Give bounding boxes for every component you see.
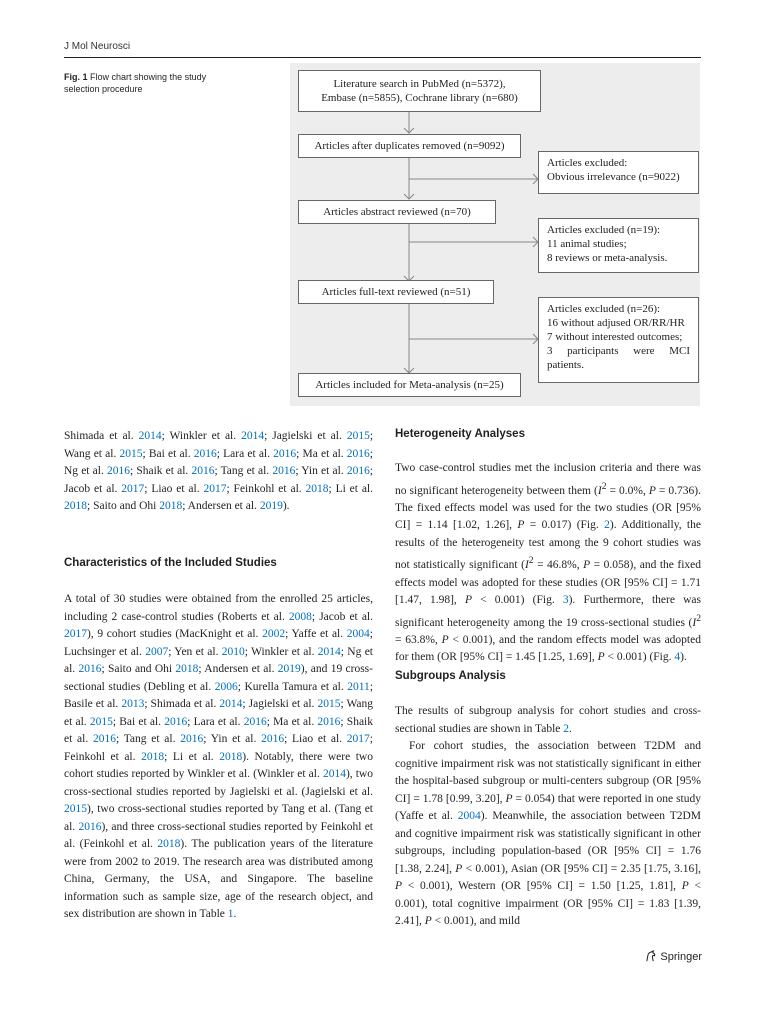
text-run: ; Luchsinger et al. bbox=[64, 628, 373, 658]
text-run: ). Meanwhile, the association between T2DM and cognitive impairment risk was statistically significant in other subgroups, including population-based (OR [95% CI] = 1.76 [1.38, 2.24], bbox=[395, 810, 701, 875]
citation-link[interactable]: 2018 bbox=[159, 500, 183, 512]
right-heterogeneity-block bbox=[395, 460, 701, 667]
heterogeneity-paragraph bbox=[395, 460, 701, 667]
text-run: = 46.8%, bbox=[533, 559, 584, 572]
citation-link[interactable]: 2016 bbox=[106, 465, 130, 477]
citation-link[interactable]: 2016 bbox=[261, 733, 285, 745]
text-run: ; Liao et al. bbox=[284, 733, 347, 745]
text-run: ; Basile et al. bbox=[64, 680, 374, 710]
citation-link[interactable]: 2010 bbox=[221, 645, 245, 658]
text-run: < 0.001), and the random effects model was adopted for them (OR [95% CI] = 1.45 [1.25, 1.69], bbox=[395, 633, 701, 664]
text-run: ). Notably, there were two cohort studies reported by Winkler et al. (Winkler et al. bbox=[64, 750, 373, 780]
flow-box-search-line1: Literature search in PubMed (n=5372), bbox=[333, 78, 506, 90]
text-run: ; Shaik et al. bbox=[64, 715, 373, 745]
journal-name: J Mol Neurosci bbox=[64, 41, 131, 52]
text-run: ; Lara et al. bbox=[216, 447, 274, 460]
flow-box-abstract-text: Articles abstract reviewed (n=70) bbox=[323, 206, 471, 218]
text-run: ). Furthermore, there was significant heterogeneity among the 19 cross-sectional studies ( bbox=[395, 594, 701, 629]
citation-link[interactable]: 2016 bbox=[317, 715, 341, 728]
flow-box-duplicates bbox=[298, 134, 521, 158]
citation-link[interactable]: 2004 bbox=[457, 810, 481, 822]
citation-link[interactable]: 2011 bbox=[347, 680, 370, 693]
text-run: ; Feinkohl et al. bbox=[64, 733, 373, 763]
flow-box-fulltext-text: Articles full-text reviewed (n=51) bbox=[321, 286, 471, 298]
text-run: . bbox=[233, 908, 237, 920]
text-run: A total of 30 studies were obtained from the enrolled 25 articles, including 2 case-control studies (Roberts et al. bbox=[64, 593, 373, 623]
citation-link[interactable]: 2008 bbox=[288, 610, 312, 623]
citation-link[interactable]: 2004 bbox=[346, 628, 370, 640]
text-run: ; Ma et al. bbox=[266, 715, 318, 728]
excluded-3-line4 bbox=[547, 344, 690, 358]
excluded-2-line2: 11 animal studies; bbox=[547, 238, 627, 250]
excluded-3-word1: 3 bbox=[547, 345, 553, 357]
flow-box-search-line2: Embase (n=5855), Cochrane library (n=680) bbox=[321, 92, 518, 104]
citation-link[interactable]: 2016 bbox=[272, 465, 296, 477]
figure-label: Fig. 1 bbox=[64, 72, 88, 82]
citation-link[interactable]: 2006 bbox=[214, 680, 238, 693]
excluded-3-word4: MCI bbox=[669, 345, 690, 357]
text-run: ; Yen et al. bbox=[168, 645, 222, 658]
italic-symbol: P bbox=[597, 651, 605, 664]
text-run: ; Yin et al. bbox=[203, 733, 262, 745]
excluded-1-line1: Articles excluded: bbox=[547, 157, 628, 169]
text-run: < 0.001), Western (OR [95% CI] = 1.50 [1.25, 1.81], bbox=[402, 880, 682, 892]
citation-link[interactable]: 2014 bbox=[322, 768, 346, 780]
section-heading-subgroups: Subgroups Analysis bbox=[395, 670, 506, 682]
text-run: ; Jacob et al. bbox=[64, 465, 374, 495]
excluded-3-line2: 16 without adjused OR/RR/HR bbox=[547, 317, 685, 329]
citation-link[interactable]: 2016 bbox=[78, 820, 102, 833]
text-run: ; Tang et al. bbox=[214, 465, 273, 477]
italic-symbol: P bbox=[505, 792, 513, 805]
citation-link[interactable]: 2016 bbox=[193, 447, 217, 460]
text-run: ; Bai et al. bbox=[112, 715, 165, 728]
text-run: ; Wang et al. bbox=[64, 698, 374, 728]
figure-caption-text: Flow chart showing the study selection procedure bbox=[64, 72, 207, 94]
citation-link[interactable]: 2019 bbox=[277, 663, 301, 675]
section-heading-characteristics: Characteristics of the Included Studies bbox=[64, 557, 277, 569]
flow-box-included-text: Articles included for Meta-analysis (n=25) bbox=[315, 379, 504, 391]
text-run: ; Wang et al. bbox=[64, 430, 374, 460]
citation-link[interactable]: 2018 bbox=[157, 838, 181, 850]
section-heading-heterogeneity: Heterogeneity Analyses bbox=[395, 428, 525, 440]
text-run: < 0.001) (Fig. bbox=[472, 594, 563, 607]
citation-link[interactable]: 2015 bbox=[89, 715, 113, 728]
citation-link[interactable]: 2018 bbox=[64, 500, 87, 512]
citation-link[interactable]: 2016 bbox=[346, 447, 370, 460]
excluded-3-word3: were bbox=[633, 345, 655, 357]
characteristics-paragraph bbox=[64, 591, 373, 924]
text-run: ; Jacob et al. bbox=[311, 610, 373, 623]
text-run: ; Ng et al. bbox=[64, 645, 373, 675]
citation-link[interactable]: 2013 bbox=[121, 698, 145, 710]
citation-link[interactable]: 2016 bbox=[346, 465, 370, 477]
citation-link[interactable]: 2007 bbox=[145, 645, 169, 658]
italic-symbol: I bbox=[692, 616, 697, 629]
flow-box-abstract bbox=[298, 200, 496, 224]
springer-horse-icon bbox=[644, 950, 657, 963]
citation-link[interactable]: 2018 bbox=[141, 750, 165, 763]
text-run: ; Li et al. bbox=[164, 750, 220, 763]
text-run: ; Saito and Ohi bbox=[87, 500, 160, 512]
citation-link[interactable]: 2015 bbox=[64, 803, 87, 815]
flow-box-excluded-2 bbox=[538, 218, 699, 273]
text-run: ). bbox=[282, 500, 290, 512]
right-subgroups-block bbox=[395, 703, 701, 931]
superscript: 2 bbox=[601, 480, 607, 492]
text-run: < 0.001) (Fig. bbox=[604, 651, 675, 664]
text-run: = 0.0%, bbox=[606, 484, 649, 497]
flow-box-duplicates-text: Articles after duplicates removed (n=9092) bbox=[314, 140, 505, 152]
citation-link[interactable]: 2002 bbox=[262, 628, 286, 640]
citation-link[interactable]: 2017 bbox=[346, 733, 370, 745]
flow-box-excluded-3 bbox=[538, 297, 699, 383]
figure-caption bbox=[64, 71, 224, 95]
text-run: ; Lara et al. bbox=[187, 715, 244, 728]
text-run: = 0.736). The fixed effects model was used for the two studies (OR [95% CI] = 1.14 [1.02, 1.26], bbox=[395, 484, 701, 532]
excluded-2-line1: Articles excluded (n=19): bbox=[547, 224, 661, 236]
citation-link[interactable]: 2018 bbox=[175, 663, 199, 675]
italic-symbol: P bbox=[424, 915, 432, 927]
text-run: ; Shaik et al. bbox=[129, 465, 192, 477]
excluded-2-line3: 8 reviews or meta-analysis. bbox=[547, 252, 668, 264]
text-run: ; Liao et al. bbox=[144, 482, 204, 495]
citation-link[interactable]: 2014 bbox=[317, 645, 341, 658]
left-section-block bbox=[64, 591, 373, 924]
left-intro-block bbox=[64, 428, 373, 516]
text-run: Two case-control studies met the inclusion criteria and there was no significant heterogeneity between them ( bbox=[395, 462, 701, 497]
text-run: ; Winkler et al. bbox=[244, 645, 318, 658]
subgroups-paragraph-1 bbox=[395, 703, 701, 738]
text-run: ; Jagielski et al. bbox=[264, 430, 347, 442]
citation-link[interactable]: 2015 bbox=[346, 430, 370, 442]
text-run: ; Saito and Ohi bbox=[101, 663, 176, 675]
italic-symbol: I bbox=[524, 559, 529, 572]
text-run: Shimada et al. bbox=[64, 430, 139, 442]
citation-link[interactable]: 2 bbox=[604, 519, 610, 532]
text-run: ). bbox=[680, 651, 687, 664]
citation-link[interactable]: 2016 bbox=[164, 715, 188, 728]
text-run: ; Tang et al. bbox=[115, 733, 181, 745]
citation-link[interactable]: 2 bbox=[563, 722, 569, 735]
excluded-3-word2: participants bbox=[567, 345, 619, 357]
citation-link[interactable]: 2015 bbox=[119, 447, 143, 460]
text-run: ; Jagielski et al. bbox=[242, 698, 318, 710]
text-run: ), two cross-sectional studies reported by Jagielski et al. (Jagielski et al. bbox=[64, 768, 373, 798]
publisher-footer bbox=[644, 950, 702, 963]
excluded-3-line3: 7 without interested outcomes; bbox=[547, 331, 683, 343]
text-run: ), and 19 cross-sectional studies (Debling et al. bbox=[64, 663, 373, 693]
citation-link[interactable]: 2014 bbox=[241, 430, 265, 442]
intro-paragraph bbox=[64, 428, 373, 516]
citation-link[interactable]: 2016 bbox=[92, 733, 116, 745]
flow-box-included bbox=[298, 373, 521, 397]
citation-link[interactable]: 1 bbox=[227, 908, 234, 920]
text-run: = 0.058), and the fixed effects model was adopted for these studies (OR [95% CI] = 1.71 [1.47, 1.98], bbox=[395, 559, 701, 607]
italic-symbol: P bbox=[395, 880, 403, 892]
text-run: The results of subgroup analysis for cohort studies and cross-sectional studies are shown in Table bbox=[395, 705, 701, 735]
text-run: ). The publication years of the literature were from 2002 to 2019. The research area was distributed among China, Germany, the USA, and Singapore. The baseline information such as sample size, age of the research object, and sex distribution are shown in Table bbox=[64, 838, 373, 920]
text-run: < 0.001), Asian (OR [95% CI] = 2.35 [1.75, 3.16], bbox=[462, 862, 701, 875]
citation-link[interactable]: 2014 bbox=[138, 430, 162, 442]
text-run: For cohort studies, the association between T2DM and cognitive impairment risk was not statistically significant in either the hospital-based subgroup or multi-centers subgroup (OR [95% CI] = 1.78 [0.99, 3.20], bbox=[395, 740, 701, 805]
citation-link[interactable]: 2016 bbox=[180, 733, 204, 745]
excluded-3-line1: Articles excluded (n=26): bbox=[547, 303, 661, 315]
italic-symbol: P bbox=[681, 880, 689, 892]
text-run: ; Ng et al. bbox=[64, 447, 373, 477]
subgroups-paragraph-2 bbox=[395, 738, 701, 931]
text-run: ; Yin et al. bbox=[295, 465, 347, 477]
text-run: ; Ma et al. bbox=[296, 447, 347, 460]
text-run: ; Li et al. bbox=[328, 482, 374, 495]
citation-link[interactable]: 2017 bbox=[203, 482, 227, 495]
flow-box-fulltext bbox=[298, 280, 494, 304]
italic-symbol: I bbox=[597, 484, 602, 497]
text-run: ; Shimada et al. bbox=[144, 698, 220, 710]
italic-symbol: P bbox=[583, 559, 591, 572]
citation-link[interactable]: 2018 bbox=[305, 482, 329, 495]
text-run: < 0.001), total cognitive impairment (OR [95% CI] = 1.83 [1.39, 2.41], bbox=[395, 880, 701, 927]
header-rule bbox=[64, 57, 701, 58]
text-run: < 0.001), and mild bbox=[431, 915, 521, 927]
citation-link[interactable]: 2016 bbox=[243, 715, 267, 728]
text-run: ; Winkler et al. bbox=[161, 430, 242, 442]
italic-symbol: P bbox=[441, 633, 449, 646]
text-run: ; Feinkohl et al. bbox=[226, 482, 306, 495]
citation-link[interactable]: 2014 bbox=[219, 698, 243, 710]
citation-link[interactable]: 2015 bbox=[317, 698, 341, 710]
text-run: = 63.8%, bbox=[395, 633, 442, 646]
citation-link[interactable]: 2017 bbox=[64, 628, 87, 640]
text-run: . bbox=[569, 722, 572, 735]
superscript: 2 bbox=[528, 555, 534, 567]
text-run: ), and three cross-sectional studies reported by Feinkohl et al. (Feinkohl et al. bbox=[64, 820, 374, 850]
flow-box-excluded-1 bbox=[538, 151, 699, 194]
text-run: = 0.054) that were reported in one study (Yaffe et al. bbox=[395, 792, 701, 822]
citation-link[interactable]: 2017 bbox=[121, 482, 145, 495]
citation-link[interactable]: 2016 bbox=[273, 447, 297, 460]
text-run: ), 9 cohort studies (MacKnight et al. bbox=[87, 628, 263, 640]
superscript: 2 bbox=[696, 612, 701, 624]
text-run: ; Yaffe et al. bbox=[285, 628, 347, 640]
citation-link[interactable]: 4 bbox=[674, 651, 681, 664]
text-run: ), two cross-sectional studies reported by Tang et al. (Tang et al. bbox=[64, 803, 373, 833]
excluded-3-line5: patients. bbox=[547, 359, 584, 371]
citation-link[interactable]: 2016 bbox=[191, 465, 215, 477]
italic-symbol: P bbox=[455, 862, 463, 875]
publisher-name: Springer bbox=[660, 950, 702, 963]
flow-box-search bbox=[298, 70, 541, 112]
text-run: ). Additionally, the results of the heterogeneity test among the 9 cohort studies was not statistically significant ( bbox=[395, 519, 701, 572]
citation-link[interactable]: 3 bbox=[562, 594, 569, 607]
citation-link[interactable]: 2018 bbox=[219, 750, 243, 763]
citation-link[interactable]: 2019 bbox=[259, 500, 283, 512]
italic-symbol: P bbox=[464, 594, 472, 607]
citation-link[interactable]: 2016 bbox=[78, 663, 102, 675]
text-run: ; Andersen et al. bbox=[182, 500, 260, 512]
italic-symbol: P bbox=[648, 484, 656, 497]
excluded-1-line2: Obvious irrelevance (n=9022) bbox=[547, 171, 680, 183]
text-run: = 0.017) (Fig. bbox=[524, 519, 605, 532]
text-run: ; Andersen et al. bbox=[198, 663, 278, 675]
text-run: ; Bai et al. bbox=[142, 447, 194, 460]
italic-symbol: P bbox=[517, 519, 525, 532]
text-run: ; Kurella Tamura et al. bbox=[237, 680, 348, 693]
